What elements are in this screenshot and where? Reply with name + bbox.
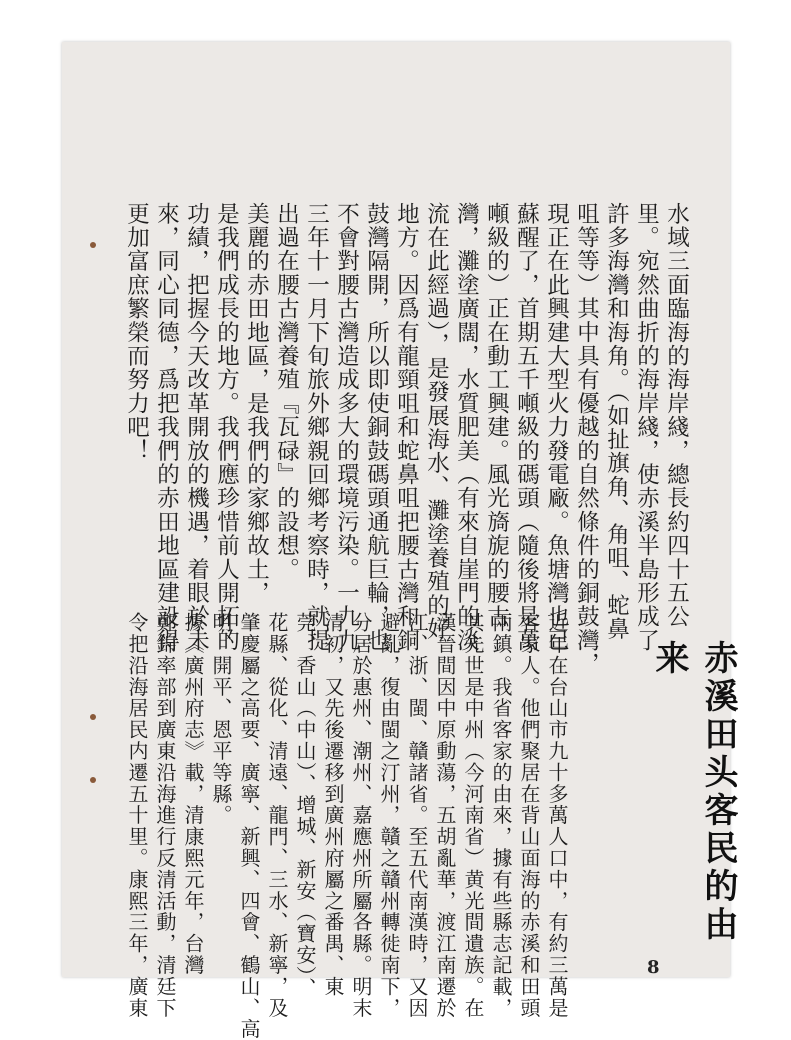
text-column: 江、浙、閩、贛諸省。至五代南漢時，又因 <box>405 612 429 1019</box>
text-column: 水域三面臨海的海岸綫，總長約四十五公 <box>663 202 690 629</box>
text-column: 咀等等）其中具有優越的自然條件的銅鼓灣， <box>573 202 600 676</box>
text-column: 清初，又先後遷移到廣州府屬之番禺、東 <box>321 612 345 998</box>
text-column: 客家人。他們聚居在背山面海的赤溪和田頭 <box>517 612 541 1019</box>
text-column: 美麗的赤田地區，是我們的家鄉故土， <box>243 202 270 605</box>
text-column: 漢晉間因中原動蕩，五胡亂華，渡江南遷於 <box>433 612 457 1019</box>
text-column: 令把沿海居民内遷五十里。康熙三年，廣東 <box>125 612 149 1019</box>
text-column: 據《廣州府志》載，清康熙元年，台灣 <box>181 612 205 976</box>
text-column: 肇慶屬之高要、廣寧、新興、四會、鶴山、高 <box>237 612 261 1040</box>
text-column: 是我們成長的地方。我們應珍惜前人開拓的 <box>213 202 240 653</box>
text-column: 更加富庶繁榮而努力吧！ <box>123 202 150 463</box>
text-column: 來，同心同德，爲把我們的赤田地區建設得 <box>153 202 180 653</box>
text-column: 分居於惠州、潮州、嘉應州所屬各縣。明末 <box>349 612 373 1019</box>
text-column: 流在此經過），是發展海水、灘塗養殖的好 <box>423 202 450 642</box>
text-column: 其先世是中州（今河南省）黄光間遺族。在 <box>461 612 485 1019</box>
text-column: 現正在此興建大型火力發電廠。魚塘灣也已 <box>543 202 570 653</box>
text-column: 出過在腰古灣養殖『瓦碌』的設想。 <box>273 202 300 582</box>
text-column: 功績，把握今天改革開放的機遇，着眼於未 <box>183 202 210 653</box>
book-page <box>62 42 738 1040</box>
text-column: 鄭錦率部到廣東沿海進行反清活動，清廷下 <box>153 612 177 1019</box>
text-column: 蘇醒了，首期五千噸級的碼頭（隨後將是萬 <box>513 202 540 653</box>
text-column: 不會對腰古灣造成多大的環境污染。一九九 <box>333 202 360 653</box>
text-column: 地方。因爲有龍頸咀和蛇鼻咀把腰古灣和銅 <box>393 202 420 653</box>
page-number: 8 <box>647 957 660 978</box>
text-column: 噸級的）正在動工興建。風光旖旎的腰古 <box>483 202 510 629</box>
text-column: 明、開平、恩平等縣。 <box>209 612 233 826</box>
binding-hole <box>90 714 96 720</box>
text-column: 兩鎮。我省客家的由來，據有些縣志記載， <box>489 612 513 1019</box>
text-column: 灣，灘塗廣闊，水質肥美（有來自崖門的淡 <box>453 202 480 653</box>
text-column: 花縣、從化、清遠、龍門、三水、新寧，及 <box>265 612 289 1019</box>
text-column: 里。宛然曲折的海岸綫，使赤溪半島形成了 <box>633 202 660 653</box>
text-column: 避亂，復由閩之汀州，贛之贛州轉徙南下， <box>377 612 401 1019</box>
text-column: 莞、香山（中山）、增城、新安（寶安）、 <box>293 612 317 999</box>
text-column: 許多海灣和海角。（如扯旗角、角咀、蛇鼻 <box>603 202 630 642</box>
text-column: 三年十一月下旬旅外鄉親回鄉考察時，就提 <box>303 202 330 653</box>
binding-hole <box>90 242 96 248</box>
binding-hole <box>90 777 96 783</box>
text-column: 鼓灣隔開，所以即使銅鼓碼頭通航巨輪，也 <box>363 202 390 653</box>
article-title: 赤溪田头客民的由来 <box>649 640 738 944</box>
text-column: 近年在台山市九十多萬人口中，有約三萬是 <box>545 612 569 1019</box>
